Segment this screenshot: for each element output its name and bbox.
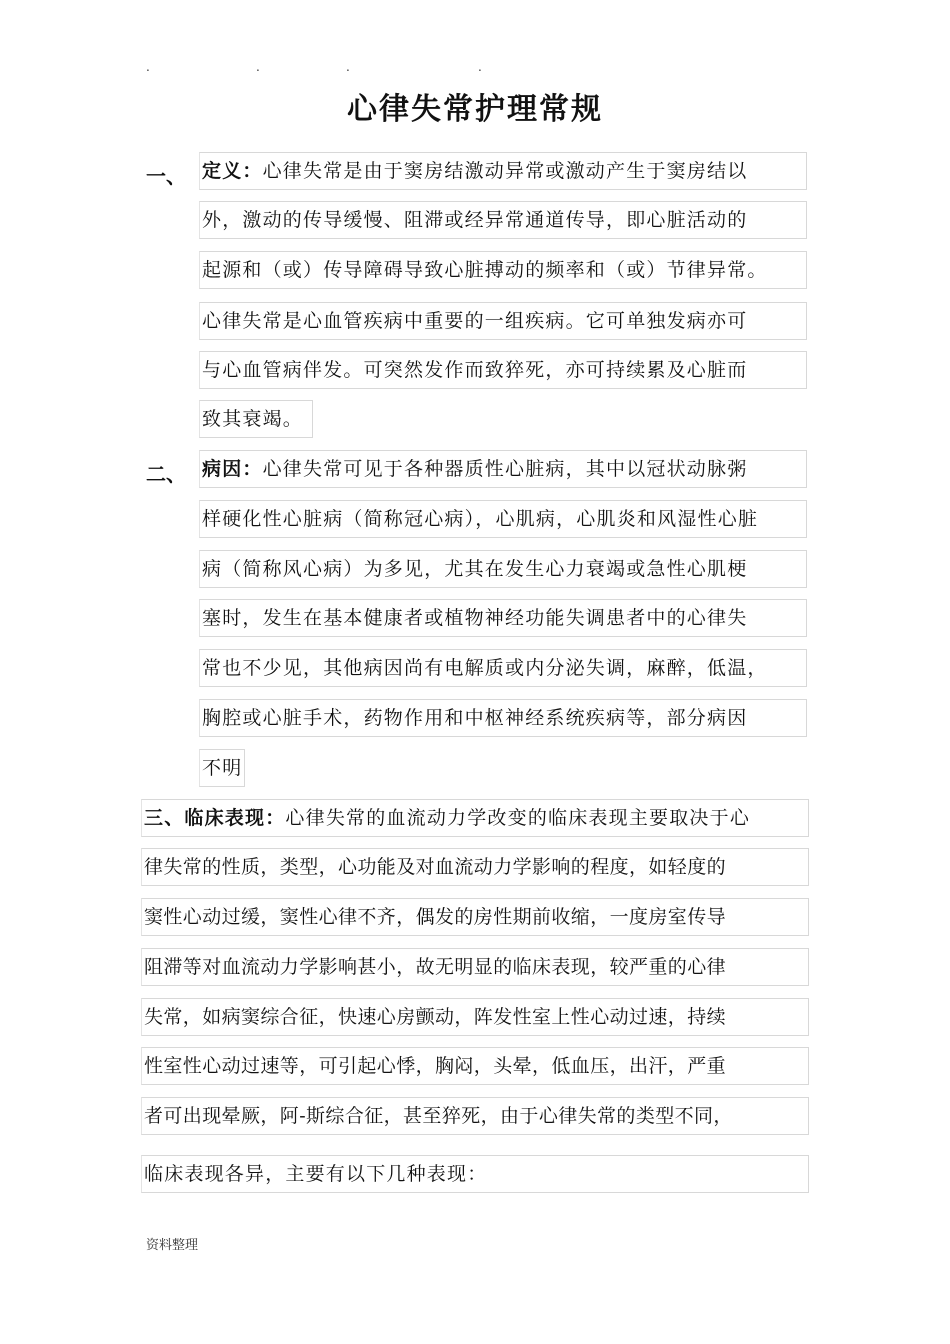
paragraph-line: 致其衰竭。 bbox=[199, 400, 313, 438]
paragraph-line: 样硬化性心脏病（简称冠心病），心肌病，心肌炎和风湿性心脏 bbox=[199, 500, 807, 538]
paragraph-line: 不明 bbox=[199, 749, 245, 787]
paragraph-line: 临床表现各异，主要有以下几种表现： bbox=[141, 1155, 809, 1193]
paragraph-line: 性室性心动过速等，可引起心悸，胸闷，头晕，低血压，出汗，严重 bbox=[141, 1047, 809, 1085]
header-dot: . bbox=[478, 60, 482, 74]
section-number: 二、 bbox=[146, 462, 186, 486]
section-number: 三、 bbox=[144, 807, 185, 829]
line-text: 心律失常可见于各种器质性心脏病，其中以冠状动脉粥 bbox=[262, 458, 748, 480]
paragraph-line bbox=[141, 799, 809, 837]
header-dot: . bbox=[346, 60, 350, 74]
paragraph-line: 与心血管病伴发。可突然发作而致猝死，亦可持续累及心脏而 bbox=[199, 351, 807, 389]
paragraph-line: 起源和（或）传导障碍导致心脏搏动的频率和（或）节律异常。 bbox=[199, 251, 807, 289]
section-number: 一、 bbox=[146, 164, 186, 188]
paragraph-line: 病（简称风心病）为多见，尤其在发生心力衰竭或急性心肌梗 bbox=[199, 550, 807, 588]
paragraph-line: 阻滞等对血流动力学影响甚小，故无明显的临床表现，较严重的心律 bbox=[141, 948, 809, 986]
section-lead: 病因： bbox=[202, 458, 263, 480]
paragraph-line: 常也不少见，其他病因尚有电解质或内分泌失调，麻醉，低温， bbox=[199, 649, 807, 687]
paragraph-line bbox=[199, 152, 807, 190]
paragraph-line: 失常，如病窦综合征，快速心房颤动，阵发性室上性心动过速，持续 bbox=[141, 998, 809, 1036]
header-dot: . bbox=[146, 60, 150, 74]
paragraph-line: 律失常的性质，类型，心功能及对血流动力学影响的程度，如轻度的 bbox=[141, 848, 809, 886]
header-dots bbox=[0, 62, 950, 72]
paragraph-line: 者可出现晕厥，阿-斯综合征，甚至猝死，由于心律失常的类型不同， bbox=[141, 1097, 809, 1135]
paragraph-line: 外，激动的传导缓慢、阻滞或经异常通道传导，即心脏活动的 bbox=[199, 201, 807, 239]
paragraph-line: 心律失常是心血管疾病中重要的一组疾病。它可单独发病亦可 bbox=[199, 302, 807, 340]
paragraph-line: 窦性心动过缓，窦性心律不齐，偶发的房性期前收缩，一度房室传导 bbox=[141, 898, 809, 936]
footer-label: 资料整理 bbox=[146, 1238, 199, 1253]
line-text: 心律失常的血流动力学改变的临床表现主要取决于心 bbox=[285, 807, 751, 829]
section-lead: 临床表现： bbox=[184, 807, 286, 829]
paragraph-line bbox=[199, 450, 807, 488]
header-dot: . bbox=[256, 60, 260, 74]
paragraph-line: 塞时，发生在基本健康者或植物神经功能失调患者中的心律失 bbox=[199, 599, 807, 637]
paragraph-line: 胸腔或心脏手术，药物作用和中枢神经系统疾病等，部分病因 bbox=[199, 699, 807, 737]
section-lead: 定义： bbox=[202, 160, 263, 182]
line-text: 心律失常是由于窦房结激动异常或激动产生于窦房结以 bbox=[262, 160, 748, 182]
page-title: 心律失常护理常规 bbox=[347, 92, 603, 127]
